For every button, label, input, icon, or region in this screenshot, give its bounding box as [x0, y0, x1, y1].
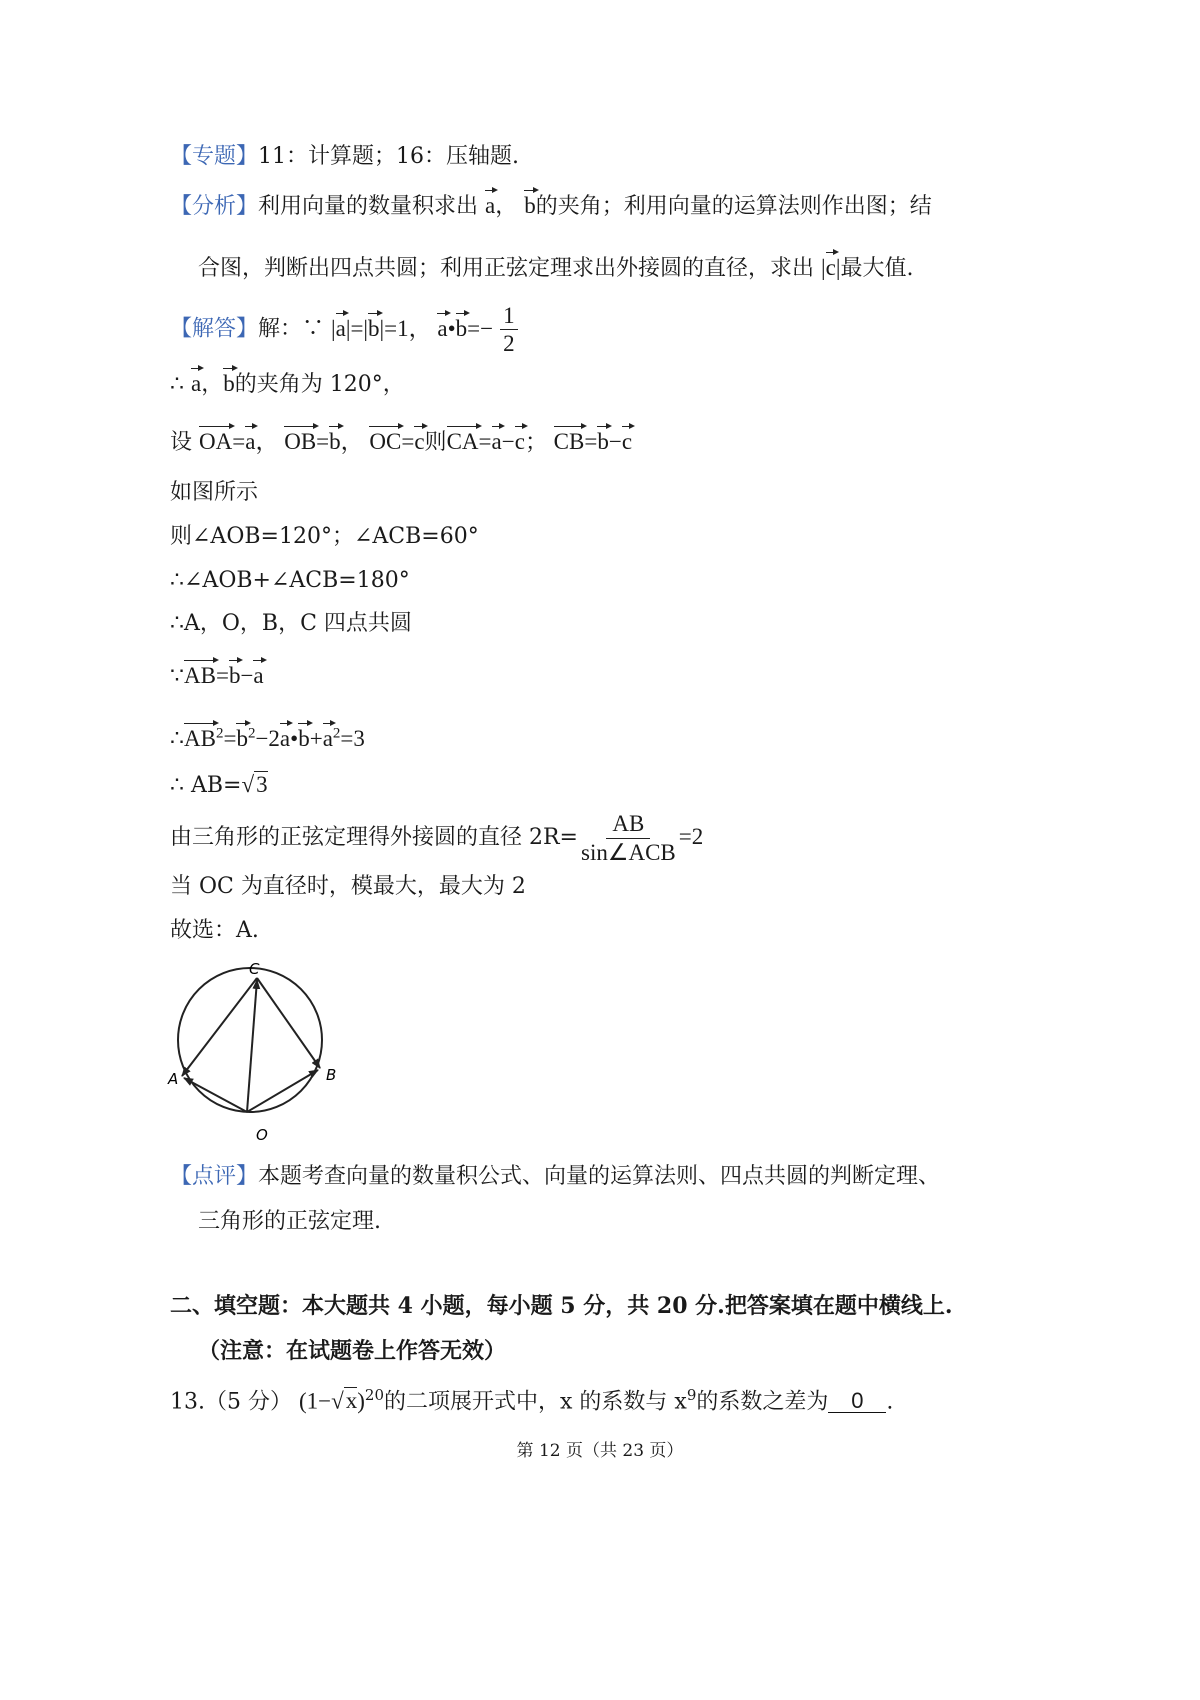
- vector-a: a: [322, 725, 333, 751]
- eq-sign: =: [232, 429, 246, 454]
- vector-a: a: [485, 193, 496, 218]
- dot-op: •: [447, 315, 456, 341]
- expr-open: (1−: [298, 1388, 332, 1414]
- analysis-text-2b: 最大值.: [840, 256, 914, 281]
- label-A: A: [168, 1070, 179, 1088]
- vector-a: a: [491, 429, 502, 454]
- sine-law-line: [170, 812, 703, 864]
- answer-label: 【解答】: [170, 316, 259, 342]
- part2-heading: 二、填空题：本大题共 4 小题，每小题 5 分，共 20 分.把答案填在题中横线上.: [170, 1293, 953, 1319]
- label-O: O: [256, 1126, 268, 1144]
- max-line: 当 OC 为直径时，模最大，最大为 2: [170, 874, 526, 899]
- label-C: C: [249, 960, 260, 978]
- vector-c: c: [514, 429, 525, 454]
- comma: ，: [201, 372, 224, 397]
- ab-square-line: [170, 726, 365, 751]
- therefore-sign: ∴: [170, 726, 184, 752]
- eq-sign: |=|: [345, 315, 369, 341]
- minus-sign: −: [240, 663, 254, 688]
- vector-b: b: [236, 725, 248, 751]
- exponent: 2: [215, 725, 224, 741]
- fraction-half: [500, 304, 518, 355]
- vector-AB: AB: [184, 663, 216, 688]
- therefore-sign: ∴: [170, 372, 184, 397]
- exponent: 2: [247, 725, 256, 741]
- vector-CA-arrow: [182, 978, 257, 1076]
- comma: ，: [340, 429, 364, 454]
- analysis-label: 【分析】: [170, 194, 259, 219]
- comment-line-2: 三角形的正弦定理.: [198, 1209, 381, 1234]
- vector-b: b: [455, 315, 468, 341]
- sum-angles-line: ∴∠AOB+∠ACB=180°: [170, 568, 410, 593]
- angle-line: [170, 372, 405, 396]
- vector-b: b: [228, 663, 241, 688]
- frac-den: 2: [503, 331, 515, 356]
- question-13: 13.（5 分） $(1-√x)^{20}$的二项展开式中，x 的系数与 $x^9$的系数之差为 0 .: [170, 1386, 894, 1415]
- topic-label: 【专题】: [170, 144, 259, 169]
- vector-CB-arrow: [257, 978, 320, 1068]
- vector-b: b: [368, 315, 380, 341]
- vector-c: c: [621, 429, 633, 454]
- eq-sign: =: [215, 663, 229, 688]
- page-footer: 第 12 页（共 23 页）: [516, 1441, 684, 1461]
- topic-line: [170, 146, 519, 168]
- define-line: [170, 430, 632, 454]
- comment-line-1: [170, 1166, 940, 1188]
- eq-sign: =: [401, 429, 415, 454]
- minus-sign: −: [501, 429, 515, 454]
- vector-b: b: [298, 725, 310, 751]
- comment-text-1: 本题考查向量的数量积公式、向量的运算法则、四点共圆的判断定理、: [258, 1164, 941, 1189]
- vector-OA: OA: [199, 429, 233, 454]
- angle-text: 的夹角为 120°，: [234, 372, 405, 397]
- eq-one: |=1，: [379, 315, 432, 341]
- eq-sign: =: [223, 725, 237, 751]
- circle-diagram: [160, 960, 360, 1150]
- question-text-2: 的系数之差为: [696, 1389, 829, 1415]
- eq-sign: =: [584, 429, 598, 454]
- sine-text: 由三角形的正弦定理得外接圆的直径 2R=: [170, 825, 578, 850]
- vector-c: c: [414, 429, 425, 454]
- eq-sign: =: [316, 429, 330, 454]
- sine-fraction: [578, 812, 679, 864]
- comment-label: 【点评】: [170, 1164, 259, 1189]
- semicolon: ；: [524, 429, 548, 454]
- vector-OC: OC: [369, 429, 402, 454]
- dot-op: •: [290, 725, 299, 751]
- as-shown-line: 如图所示: [170, 480, 259, 505]
- vector-a: a: [253, 663, 264, 688]
- vector-AB: AB: [184, 725, 216, 751]
- comma: ，: [495, 194, 518, 219]
- frac-num: 1: [500, 304, 518, 330]
- choose-line: 故选：A.: [170, 918, 259, 943]
- vector-a: a: [335, 315, 346, 341]
- vector-OC-arrow: [247, 980, 257, 1112]
- vector-c: c: [825, 255, 836, 280]
- vector-b: b: [329, 429, 341, 454]
- exponent-9: 9: [686, 1386, 697, 1404]
- expr-close: ): [357, 1388, 365, 1414]
- analysis-text-1b: 的夹角；利用向量的运算法则作出图；结: [535, 194, 932, 219]
- vector-CB: CB: [553, 429, 585, 454]
- angles-line: 则∠AOB=120°；∠ACB=60°: [170, 524, 479, 549]
- vector-a: a: [191, 371, 202, 396]
- ab-eq-text: ∴ AB=: [170, 773, 242, 798]
- minus-sign: −: [608, 429, 622, 454]
- answer-blank: 0: [828, 1390, 886, 1413]
- sqrt-radicand: 3: [256, 772, 268, 797]
- question-text: 的二项展开式中，x 的系数与 x: [384, 1389, 687, 1415]
- label-B: B: [326, 1066, 337, 1084]
- analysis-line-2: 合图，判断出四点共圆；利用正弦定理求出外接圆的直径，求出 |c|最大值.: [198, 255, 914, 281]
- answer-line: 【解答】解：∵ |a|=|b|=1， a•b=− $\frac{1}{2}$: [170, 304, 518, 355]
- exponent: 2: [332, 725, 341, 741]
- exponent-20: 20: [364, 1386, 385, 1404]
- vector-b: b: [524, 193, 536, 218]
- topic-text: 11：计算题；16：压轴题.: [258, 144, 519, 169]
- part2-note: （注意：在试题卷上作答无效）: [198, 1338, 507, 1364]
- answer-intro: 解：∵: [258, 316, 325, 342]
- eq-neg: =−: [467, 315, 494, 341]
- vector-OB: OB: [284, 429, 317, 454]
- eq-three: =3: [340, 725, 365, 751]
- vector-a: a: [245, 429, 256, 454]
- question-number: 13.（5 分）: [170, 1389, 292, 1415]
- vector-OB-arrow: [247, 1070, 318, 1112]
- minus-two: −2: [255, 725, 280, 751]
- eq-sign: =: [478, 429, 492, 454]
- because-sign: ∵: [170, 664, 184, 689]
- then-text: 则: [424, 430, 447, 455]
- frac-num: AB: [606, 812, 650, 839]
- plus-sign: +: [309, 725, 323, 751]
- eq-two: =2: [678, 824, 704, 849]
- ab-vector-line: [170, 664, 264, 688]
- frac-den: sin∠ACB: [581, 840, 676, 865]
- comma: ，: [255, 429, 279, 454]
- ab-value-line: ∴ AB=√3: [170, 772, 268, 798]
- analysis-text-1a: 利用向量的数量积求出: [258, 194, 479, 219]
- vector-b: b: [223, 371, 235, 396]
- let-text: 设: [170, 430, 193, 455]
- concyclic-line: ∴A，O，B，C 四点共圆: [170, 611, 412, 636]
- vector-a: a: [437, 315, 448, 341]
- vector-CA: CA: [446, 429, 479, 454]
- sqrt-x: x: [345, 1388, 358, 1414]
- vector-b: b: [597, 429, 609, 454]
- vector-OA-arrow: [184, 1078, 247, 1112]
- analysis-text-2a: 合图，判断出四点共圆；利用正弦定理求出外接圆的直径，求出: [198, 256, 815, 281]
- vector-a: a: [279, 725, 291, 751]
- analysis-line-1: [170, 194, 932, 218]
- period: .: [886, 1389, 894, 1415]
